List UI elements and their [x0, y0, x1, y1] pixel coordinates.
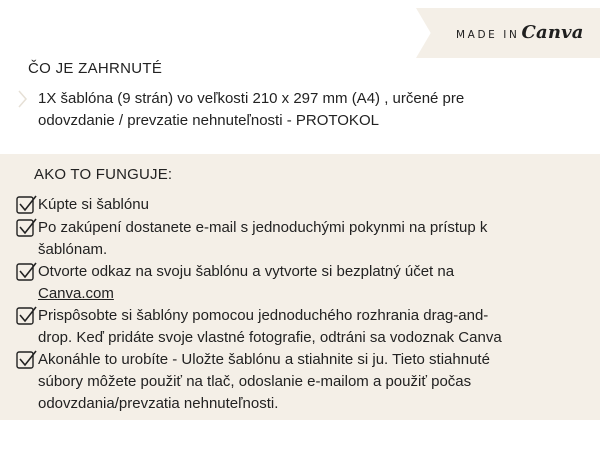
included-title: ČO JE ZAHRNUTÉ — [28, 60, 163, 77]
step-4-text-line-2: drop. Keď pridáte svoje vlastné fotografie, odtráni sa vodoznak Canva — [38, 329, 502, 346]
step-2-text-line-2: šablónam. — [38, 241, 108, 258]
how-it-works-section — [0, 154, 600, 420]
step-item — [16, 261, 576, 305]
arrow-right-icon — [18, 88, 38, 112]
canva-link[interactable]: Canva.com — [38, 285, 114, 302]
canva-logo: Canva — [521, 22, 584, 43]
step-item — [16, 217, 576, 261]
step-2-text-line-1: Po zakúpení dostanete e-mail s jednoduchými pokynmi na prístup k — [38, 219, 488, 236]
checkbox-check-icon — [16, 217, 38, 239]
step-5-text-line-1: Akonáhle to urobíte - Uložte šablónu a stiahnite si ju. Tieto stiahnuté — [38, 351, 490, 368]
badge-made-in-text: MADE IN — [456, 29, 520, 41]
step-item — [16, 349, 576, 415]
step-item — [16, 305, 576, 349]
checkbox-check-icon — [16, 349, 38, 371]
step-5-text-line-2: súbory môžete použiť na tlač, odoslanie e-mailom a použiť počas — [38, 373, 472, 390]
step-3-text-line-1: Otvorte odkaz na svoju šablónu a vytvorte si bezplatný účet na — [38, 263, 455, 280]
step-4-text-line-1: Prispôsobte si šablóny pomocou jednoduchého rozhrania drag-and- — [38, 307, 489, 324]
checkbox-check-icon — [16, 261, 38, 283]
included-description — [38, 88, 464, 132]
included-line-2: odovzdanie / prevzatie nehnuteľnosti - PROTOKOL — [38, 112, 379, 129]
included-item — [18, 88, 538, 132]
step-item — [16, 194, 576, 216]
made-in-canva-label — [456, 22, 584, 43]
step-5-text-line-3: odovzdania/prevzatia nehnuteľnosti. — [38, 395, 279, 412]
step-1-text: Kúpte si šablónu — [38, 196, 149, 213]
checkbox-check-icon — [16, 305, 38, 327]
how-it-works-title: AKO TO FUNGUJE: — [34, 166, 173, 183]
checkbox-check-icon — [16, 194, 38, 216]
included-line-1: 1X šablóna (9 strán) vo veľkosti 210 x 297 mm (A4) , určené pre — [38, 90, 465, 107]
